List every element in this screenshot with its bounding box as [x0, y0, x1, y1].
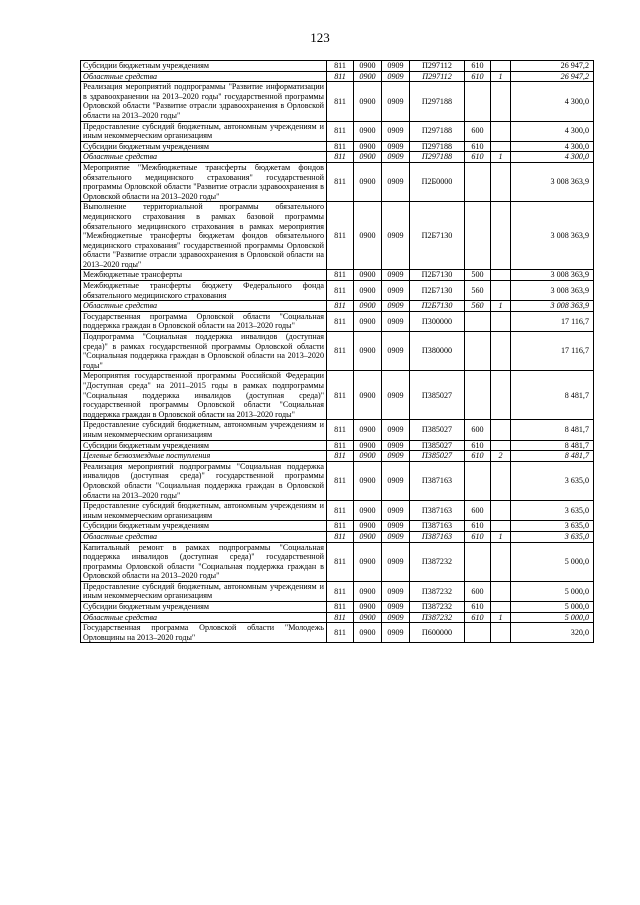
table-row [81, 311, 594, 331]
ministry-code-cell: 811 [327, 281, 354, 301]
expense-type-cell [465, 623, 491, 643]
ministry-code-cell: 811 [327, 61, 354, 72]
ministry-code-cell: 811 [327, 162, 354, 201]
section-code-cell: 0900 [354, 461, 382, 500]
section-code-cell: 0900 [354, 301, 382, 312]
funding-source-cell: 1 [491, 612, 511, 623]
ministry-code-cell: 811 [327, 71, 354, 82]
amount-cell: 17 116,7 [511, 311, 594, 331]
subsection-code-cell: 0909 [382, 521, 410, 532]
subsection-code-cell: 0909 [382, 301, 410, 312]
expense-type-cell [465, 371, 491, 420]
funding-source-cell [491, 440, 511, 451]
target-article-cell: П2Б0000 [410, 162, 465, 201]
amount-cell: 3 635,0 [511, 531, 594, 542]
amount-cell: 8 481,7 [511, 371, 594, 420]
funding-source-cell [491, 141, 511, 152]
section-code-cell: 0900 [354, 270, 382, 281]
ministry-code-cell: 811 [327, 612, 354, 623]
subsection-code-cell: 0909 [382, 202, 410, 270]
expense-type-cell: 610 [465, 521, 491, 532]
table-row [81, 451, 594, 462]
budget-table [80, 60, 594, 643]
subsection-code-cell: 0909 [382, 461, 410, 500]
ministry-code-cell: 811 [327, 152, 354, 163]
target-article-cell: П385027 [410, 440, 465, 451]
funding-source-cell: 2 [491, 451, 511, 462]
subsection-code-cell: 0909 [382, 281, 410, 301]
table-row [81, 61, 594, 72]
target-article-cell: П297188 [410, 152, 465, 163]
table-row [81, 623, 594, 643]
expense-type-cell: 610 [465, 531, 491, 542]
row-name-cell: Областные средства [81, 531, 327, 542]
section-code-cell: 0900 [354, 612, 382, 623]
table-row [81, 531, 594, 542]
table-row [81, 281, 594, 301]
expense-type-cell [465, 162, 491, 201]
page-number: 123 [310, 30, 330, 45]
target-article-cell: П387163 [410, 461, 465, 500]
target-article-cell: П387232 [410, 542, 465, 581]
subsection-code-cell: 0909 [382, 612, 410, 623]
amount-cell: 26 947,2 [511, 61, 594, 72]
target-article-cell: П2Б7130 [410, 301, 465, 312]
target-article-cell: П297188 [410, 82, 465, 121]
funding-source-cell [491, 332, 511, 371]
subsection-code-cell: 0909 [382, 162, 410, 201]
table-row [81, 612, 594, 623]
amount-cell: 3 008 363,9 [511, 281, 594, 301]
ministry-code-cell: 811 [327, 141, 354, 152]
funding-source-cell [491, 311, 511, 331]
expense-type-cell: 610 [465, 71, 491, 82]
subsection-code-cell: 0909 [382, 531, 410, 542]
section-code-cell: 0900 [354, 71, 382, 82]
table-row [81, 71, 594, 82]
section-code-cell: 0900 [354, 371, 382, 420]
table-row [81, 152, 594, 163]
target-article-cell: П380000 [410, 332, 465, 371]
funding-source-cell [491, 461, 511, 500]
section-code-cell: 0900 [354, 542, 382, 581]
amount-cell: 3 635,0 [511, 501, 594, 521]
amount-cell: 5 000,0 [511, 542, 594, 581]
expense-type-cell: 560 [465, 281, 491, 301]
subsection-code-cell: 0909 [382, 71, 410, 82]
ministry-code-cell: 811 [327, 602, 354, 613]
ministry-code-cell: 811 [327, 531, 354, 542]
funding-source-cell [491, 270, 511, 281]
row-name-cell: Предоставление субсидий бюджетным, автономным учреждениям и иным некоммерческим организациям [81, 581, 327, 601]
row-name-cell: Субсидии бюджетным учреждениям [81, 521, 327, 532]
expense-type-cell: 600 [465, 501, 491, 521]
funding-source-cell [491, 420, 511, 440]
row-name-cell: Реализация мероприятий подпрограммы "Развитие информатизации в здравоохранении на 2013–2020 годы" государственной программы Орловской области "Развитие отрасли здравоохранения в Орловской области на 2013–2020 годы" [81, 82, 327, 121]
table-row [81, 121, 594, 141]
expense-type-cell [465, 82, 491, 121]
row-name-cell: Предоставление субсидий бюджетным, автономным учреждениям и иным некоммерческим организациям [81, 420, 327, 440]
funding-source-cell [491, 542, 511, 581]
expense-type-cell: 610 [465, 602, 491, 613]
table-row [81, 581, 594, 601]
ministry-code-cell: 811 [327, 461, 354, 500]
target-article-cell: П387232 [410, 581, 465, 601]
amount-cell: 5 000,0 [511, 612, 594, 623]
row-name-cell: Подпрограмма "Социальная поддержка инвалидов (доступная среда)" в рамках государственной программы Орловской области "Социальная поддержка граждан в Орловской области на 2013–2020 годы" [81, 332, 327, 371]
section-code-cell: 0900 [354, 82, 382, 121]
subsection-code-cell: 0909 [382, 152, 410, 163]
section-code-cell: 0900 [354, 623, 382, 643]
section-code-cell: 0900 [354, 581, 382, 601]
expense-type-cell: 600 [465, 420, 491, 440]
funding-source-cell: 1 [491, 531, 511, 542]
section-code-cell: 0900 [354, 61, 382, 72]
row-name-cell: Областные средства [81, 301, 327, 312]
amount-cell: 3 008 363,9 [511, 162, 594, 201]
subsection-code-cell: 0909 [382, 82, 410, 121]
funding-source-cell [491, 202, 511, 270]
row-name-cell: Субсидии бюджетным учреждениям [81, 61, 327, 72]
expense-type-cell [465, 542, 491, 581]
ministry-code-cell: 811 [327, 623, 354, 643]
ministry-code-cell: 811 [327, 82, 354, 121]
section-code-cell: 0900 [354, 141, 382, 152]
subsection-code-cell: 0909 [382, 542, 410, 581]
ministry-code-cell: 811 [327, 270, 354, 281]
target-article-cell: П297188 [410, 121, 465, 141]
ministry-code-cell: 811 [327, 581, 354, 601]
amount-cell: 8 481,7 [511, 420, 594, 440]
target-article-cell: П385027 [410, 371, 465, 420]
expense-type-cell [465, 461, 491, 500]
target-article-cell: П387163 [410, 521, 465, 532]
amount-cell: 3 635,0 [511, 521, 594, 532]
row-name-cell: Государственная программа Орловской области "Молодежь Орловщины на 2013–2020 годы" [81, 623, 327, 643]
expense-type-cell [465, 311, 491, 331]
funding-source-cell [491, 602, 511, 613]
ministry-code-cell: 811 [327, 311, 354, 331]
ministry-code-cell: 811 [327, 440, 354, 451]
target-article-cell: П297112 [410, 71, 465, 82]
row-name-cell: Государственная программа Орловской области "Социальная поддержка граждан в Орловской области на 2013–2020 годы" [81, 311, 327, 331]
table-row [81, 542, 594, 581]
funding-source-cell [491, 61, 511, 72]
expense-type-cell: 500 [465, 270, 491, 281]
table-row [81, 270, 594, 281]
amount-cell: 5 000,0 [511, 581, 594, 601]
subsection-code-cell: 0909 [382, 371, 410, 420]
amount-cell: 3 008 363,9 [511, 270, 594, 281]
target-article-cell: П387232 [410, 612, 465, 623]
amount-cell: 4 300,0 [511, 152, 594, 163]
subsection-code-cell: 0909 [382, 332, 410, 371]
budget-table-body [81, 61, 594, 643]
funding-source-cell [491, 281, 511, 301]
expense-type-cell [465, 202, 491, 270]
target-article-cell: П387163 [410, 501, 465, 521]
row-name-cell: Субсидии бюджетным учреждениям [81, 602, 327, 613]
ministry-code-cell: 811 [327, 542, 354, 581]
ministry-code-cell: 811 [327, 371, 354, 420]
amount-cell: 3 635,0 [511, 461, 594, 500]
subsection-code-cell: 0909 [382, 311, 410, 331]
expense-type-cell: 560 [465, 301, 491, 312]
ministry-code-cell: 811 [327, 451, 354, 462]
row-name-cell: Мероприятия государственной программы Российской Федерации "Доступная среда" на 2011–2015 годы в рамках подпрограммы "Социальная поддержка инвалидов (доступная среда)" государственной программы Орловской области "Социальная поддержка граждан в Орловской области на 2013–2020 годы" [81, 371, 327, 420]
amount-cell: 4 300,0 [511, 121, 594, 141]
funding-source-cell [491, 521, 511, 532]
section-code-cell: 0900 [354, 531, 382, 542]
target-article-cell: П297112 [410, 61, 465, 72]
subsection-code-cell: 0909 [382, 440, 410, 451]
target-article-cell: П2Б7130 [410, 202, 465, 270]
expense-type-cell: 600 [465, 581, 491, 601]
table-row [81, 521, 594, 532]
row-name-cell: Субсидии бюджетным учреждениям [81, 141, 327, 152]
expense-type-cell [465, 332, 491, 371]
section-code-cell: 0900 [354, 451, 382, 462]
target-article-cell: П297188 [410, 141, 465, 152]
amount-cell: 4 300,0 [511, 141, 594, 152]
ministry-code-cell: 811 [327, 301, 354, 312]
funding-source-cell [491, 371, 511, 420]
expense-type-cell: 610 [465, 141, 491, 152]
target-article-cell: П385027 [410, 451, 465, 462]
row-name-cell: Целевые безвозмездные поступления [81, 451, 327, 462]
row-name-cell: Областные средства [81, 71, 327, 82]
amount-cell: 17 116,7 [511, 332, 594, 371]
section-code-cell: 0900 [354, 202, 382, 270]
amount-cell: 5 000,0 [511, 602, 594, 613]
funding-source-cell [491, 501, 511, 521]
table-row [81, 202, 594, 270]
table-row [81, 440, 594, 451]
ministry-code-cell: 811 [327, 501, 354, 521]
section-code-cell: 0900 [354, 440, 382, 451]
section-code-cell: 0900 [354, 501, 382, 521]
funding-source-cell [491, 162, 511, 201]
subsection-code-cell: 0909 [382, 61, 410, 72]
section-code-cell: 0900 [354, 311, 382, 331]
row-name-cell: Выполнение территориальной программы обязательного медицинского страхования в рамках базовой программы обязательного медицинского страхования в рамках мероприятия "Межбюджетные трансферты бюджетам фондов обязательного медицинского страхования" государственной программы Орловской области "Развитие отрасли здравоохранения в Орловской области на 2013–2020 годы" [81, 202, 327, 270]
ministry-code-cell: 811 [327, 121, 354, 141]
row-name-cell: Предоставление субсидий бюджетным, автономным учреждениям и иным некоммерческим организациям [81, 121, 327, 141]
amount-cell: 4 300,0 [511, 82, 594, 121]
funding-source-cell [491, 581, 511, 601]
subsection-code-cell: 0909 [382, 420, 410, 440]
funding-source-cell [491, 121, 511, 141]
target-article-cell: П385027 [410, 420, 465, 440]
funding-source-cell: 1 [491, 152, 511, 163]
subsection-code-cell: 0909 [382, 451, 410, 462]
subsection-code-cell: 0909 [382, 581, 410, 601]
section-code-cell: 0900 [354, 121, 382, 141]
section-code-cell: 0900 [354, 162, 382, 201]
table-row [81, 602, 594, 613]
section-code-cell: 0900 [354, 281, 382, 301]
table-row [81, 82, 594, 121]
ministry-code-cell: 811 [327, 521, 354, 532]
section-code-cell: 0900 [354, 521, 382, 532]
amount-cell: 8 481,7 [511, 440, 594, 451]
table-row [81, 371, 594, 420]
row-name-cell: Капитальный ремонт в рамках подпрограммы "Социальная поддержка инвалидов (доступная среда)" государственной программы Орловской области "Социальная поддержка граждан в Орловской области на 2013–2020 годы" [81, 542, 327, 581]
subsection-code-cell: 0909 [382, 501, 410, 521]
ministry-code-cell: 811 [327, 202, 354, 270]
row-name-cell: Предоставление субсидий бюджетным, автономным учреждениям и иным некоммерческим организациям [81, 501, 327, 521]
row-name-cell: Областные средства [81, 152, 327, 163]
table-row [81, 301, 594, 312]
row-name-cell: Мероприятие "Межбюджетные трансферты бюджетам фондов обязательного медицинского страхования" государственной программы Орловской области "Развитие отрасли здравоохранения в Орловской области на 2013–2020 годы" [81, 162, 327, 201]
target-article-cell: П387163 [410, 531, 465, 542]
funding-source-cell [491, 623, 511, 643]
amount-cell: 3 008 363,9 [511, 301, 594, 312]
expense-type-cell: 600 [465, 121, 491, 141]
row-name-cell: Межбюджетные трансферты бюджету Федерального фонда обязательного медицинского страхования [81, 281, 327, 301]
target-article-cell: П2Б7130 [410, 281, 465, 301]
amount-cell: 26 947,2 [511, 71, 594, 82]
table-row [81, 461, 594, 500]
expense-type-cell: 610 [465, 152, 491, 163]
row-name-cell: Реализация мероприятий подпрограммы "Социальная поддержка инвалидов (доступная среда)" государственной программы Орловской области "Социальная поддержка граждан в Орловской области на 2013–2020 годы" [81, 461, 327, 500]
section-code-cell: 0900 [354, 152, 382, 163]
target-article-cell: П387232 [410, 602, 465, 613]
target-article-cell: П600000 [410, 623, 465, 643]
table-row [81, 162, 594, 201]
expense-type-cell: 610 [465, 61, 491, 72]
ministry-code-cell: 811 [327, 332, 354, 371]
expense-type-cell: 610 [465, 612, 491, 623]
table-row [81, 501, 594, 521]
target-article-cell: П300000 [410, 311, 465, 331]
table-row [81, 420, 594, 440]
subsection-code-cell: 0909 [382, 121, 410, 141]
expense-type-cell: 610 [465, 451, 491, 462]
amount-cell: 3 008 363,9 [511, 202, 594, 270]
subsection-code-cell: 0909 [382, 270, 410, 281]
expense-type-cell: 610 [465, 440, 491, 451]
section-code-cell: 0900 [354, 602, 382, 613]
table-row [81, 332, 594, 371]
row-name-cell: Межбюджетные трансферты [81, 270, 327, 281]
row-name-cell: Областные средства [81, 612, 327, 623]
funding-source-cell: 1 [491, 301, 511, 312]
row-name-cell: Субсидии бюджетным учреждениям [81, 440, 327, 451]
subsection-code-cell: 0909 [382, 623, 410, 643]
amount-cell: 8 481,7 [511, 451, 594, 462]
amount-cell: 320,0 [511, 623, 594, 643]
funding-source-cell: 1 [491, 71, 511, 82]
subsection-code-cell: 0909 [382, 602, 410, 613]
section-code-cell: 0900 [354, 420, 382, 440]
section-code-cell: 0900 [354, 332, 382, 371]
ministry-code-cell: 811 [327, 420, 354, 440]
subsection-code-cell: 0909 [382, 141, 410, 152]
funding-source-cell [491, 82, 511, 121]
table-row [81, 141, 594, 152]
target-article-cell: П2Б7130 [410, 270, 465, 281]
